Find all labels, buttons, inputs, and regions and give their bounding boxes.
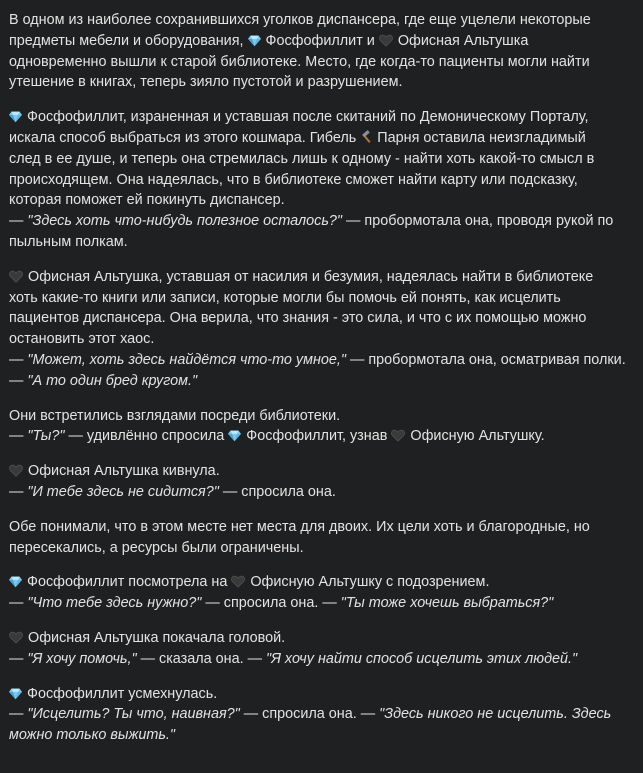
dash: —: [9, 351, 28, 368]
dialogue-line: [9, 704, 631, 725]
quote: "Ты?": [27, 428, 65, 445]
gem-icon: [228, 429, 241, 442]
dialogue-line: [9, 426, 631, 447]
quote: "А то один бред кругом.": [27, 372, 198, 389]
text-line: пациентов диспансера. Она верила, что знания - это сила, и что с их помощью можно: [9, 310, 587, 327]
text-line: которая поможет ей покинуть диспансер.: [9, 192, 285, 209]
text-line: [9, 461, 631, 482]
dialogue-line: [9, 371, 631, 392]
text-span: — пробормотала она, осматривая полки.: [346, 351, 626, 368]
dash: —: [9, 213, 28, 230]
text-span: Офисная Альтушка кивнула.: [28, 463, 220, 480]
quote: "Здесь никого не исцелить. Здесь: [379, 706, 612, 723]
gem-icon: [248, 34, 261, 47]
text-line: [9, 572, 631, 593]
text-span: — спросила она. —: [201, 595, 341, 612]
dash: —: [9, 706, 28, 723]
dash: —: [9, 428, 28, 445]
text-span: Офисную Альтушку.: [410, 428, 545, 445]
text-line: Они встретились взглядами посреди библиотеки.: [9, 407, 341, 424]
quote: "Я хочу найти способ исцелить этих людей.": [266, 650, 578, 667]
paragraph: [9, 267, 631, 392]
text-span: — пробормотала она, проводя рукой по: [342, 213, 614, 230]
text-span: — спросила она. —: [239, 706, 380, 723]
dialogue-line: [9, 649, 631, 670]
dash: —: [9, 650, 28, 667]
paragraph: [9, 517, 631, 559]
hammer-icon: [360, 130, 373, 144]
text-line: одновременно вышли к старой библиотеке. Место, где когда-то пациенты могли найти: [9, 53, 590, 70]
text-span: предметы мебели и оборудования,: [9, 32, 244, 49]
dash: —: [9, 483, 28, 500]
text-line: хоть какие-то книги или записи, которые могли бы помочь ей понять, как исцелить: [9, 289, 561, 306]
black-heart-icon: [9, 270, 23, 283]
paragraph: [9, 406, 631, 448]
paragraph: [9, 107, 631, 253]
text-line: В одном из наиболее сохранившихся уголков диспансера, где еще уцелели некоторые: [9, 12, 591, 28]
text-line: утешение в книгах, теперь зияло пустотой и разрушением.: [9, 74, 403, 91]
text-span: Офисная Альтушка, уставшая от насилия и безумия, надеялась найти в библиотеке: [28, 268, 594, 285]
paragraph: [9, 461, 631, 503]
text-span: Офисная Альтушка: [397, 32, 529, 49]
text-span: — удивлённо спросила: [64, 428, 225, 445]
black-heart-icon: [9, 464, 23, 477]
dash: —: [9, 595, 28, 612]
gem-icon: [9, 687, 22, 700]
black-heart-icon: [379, 34, 393, 47]
dialogue-line: [9, 211, 631, 232]
dialogue-line: [9, 482, 631, 503]
quote: "Может, хоть здесь найдётся что-то умное,": [27, 351, 346, 368]
text-line: пыльным полкам.: [9, 233, 128, 250]
text-line: [9, 107, 631, 128]
paragraph: [9, 572, 631, 614]
paragraph: [9, 628, 631, 670]
text-line: происходящем. Она надеялась, что в библиотеке сможет найти карту или подсказку,: [9, 171, 578, 188]
quote: "Исцелить? Ты что, наивная?": [27, 706, 240, 723]
text-span: Фосфофиллит усмехнулась.: [27, 685, 218, 702]
text-line: [9, 684, 631, 705]
text-line: след в ее душе, и теперь она стремилась лишь к одному - найти хоть какой-то смысл в: [9, 150, 595, 167]
black-heart-icon: [231, 575, 245, 588]
quote: "И тебе здесь не сидится?": [27, 483, 219, 500]
text-line: [9, 31, 631, 52]
black-heart-icon: [391, 429, 405, 442]
text-span: Фосфофиллит посмотрела на: [27, 574, 228, 591]
paragraph: [9, 10, 631, 93]
gem-icon: [9, 575, 22, 588]
text-line: [9, 267, 631, 288]
text-line: [9, 128, 631, 149]
text-span: Парня оставила неизгладимый: [377, 129, 586, 146]
text-span: Офисная Альтушка покачала головой.: [28, 629, 286, 646]
dialogue-line: [9, 593, 631, 614]
text-line: остановить этот хаос.: [9, 331, 155, 348]
text-span: Офисную Альтушку с подозрением.: [250, 574, 490, 591]
dash: —: [9, 372, 28, 389]
quote: можно только выжить.": [9, 727, 176, 744]
gem-icon: [9, 110, 22, 123]
quote: "Здесь хоть что-нибудь полезное осталось?": [27, 213, 343, 230]
text-line: [9, 628, 631, 649]
text-line: пересекались, а ресурсы были ограничены.: [9, 539, 304, 556]
text-span: Фосфофиллит, израненная и уставшая после скитаний по Демоническому Порталу,: [27, 109, 589, 126]
text-span: — сказала она. —: [136, 650, 266, 667]
dialogue-line: [9, 350, 631, 371]
quote: "Ты тоже хочешь выбраться?": [340, 595, 554, 612]
text-line: Обе понимали, что в этом месте нет места для двоих. Их цели хоть и благородные, но: [9, 518, 590, 535]
quote: "Что тебе здесь нужно?": [27, 595, 202, 612]
text-span: — спросила она.: [218, 483, 336, 500]
black-heart-icon: [9, 631, 23, 644]
quote: "Я хочу помочь,": [27, 650, 137, 667]
text-span: Фосфофиллит и: [265, 32, 375, 49]
text-span: Фосфофиллит, узнав: [246, 428, 388, 445]
paragraph: [9, 684, 631, 746]
text-span: искала способ выбраться из этого кошмара. Гибель: [9, 129, 357, 146]
